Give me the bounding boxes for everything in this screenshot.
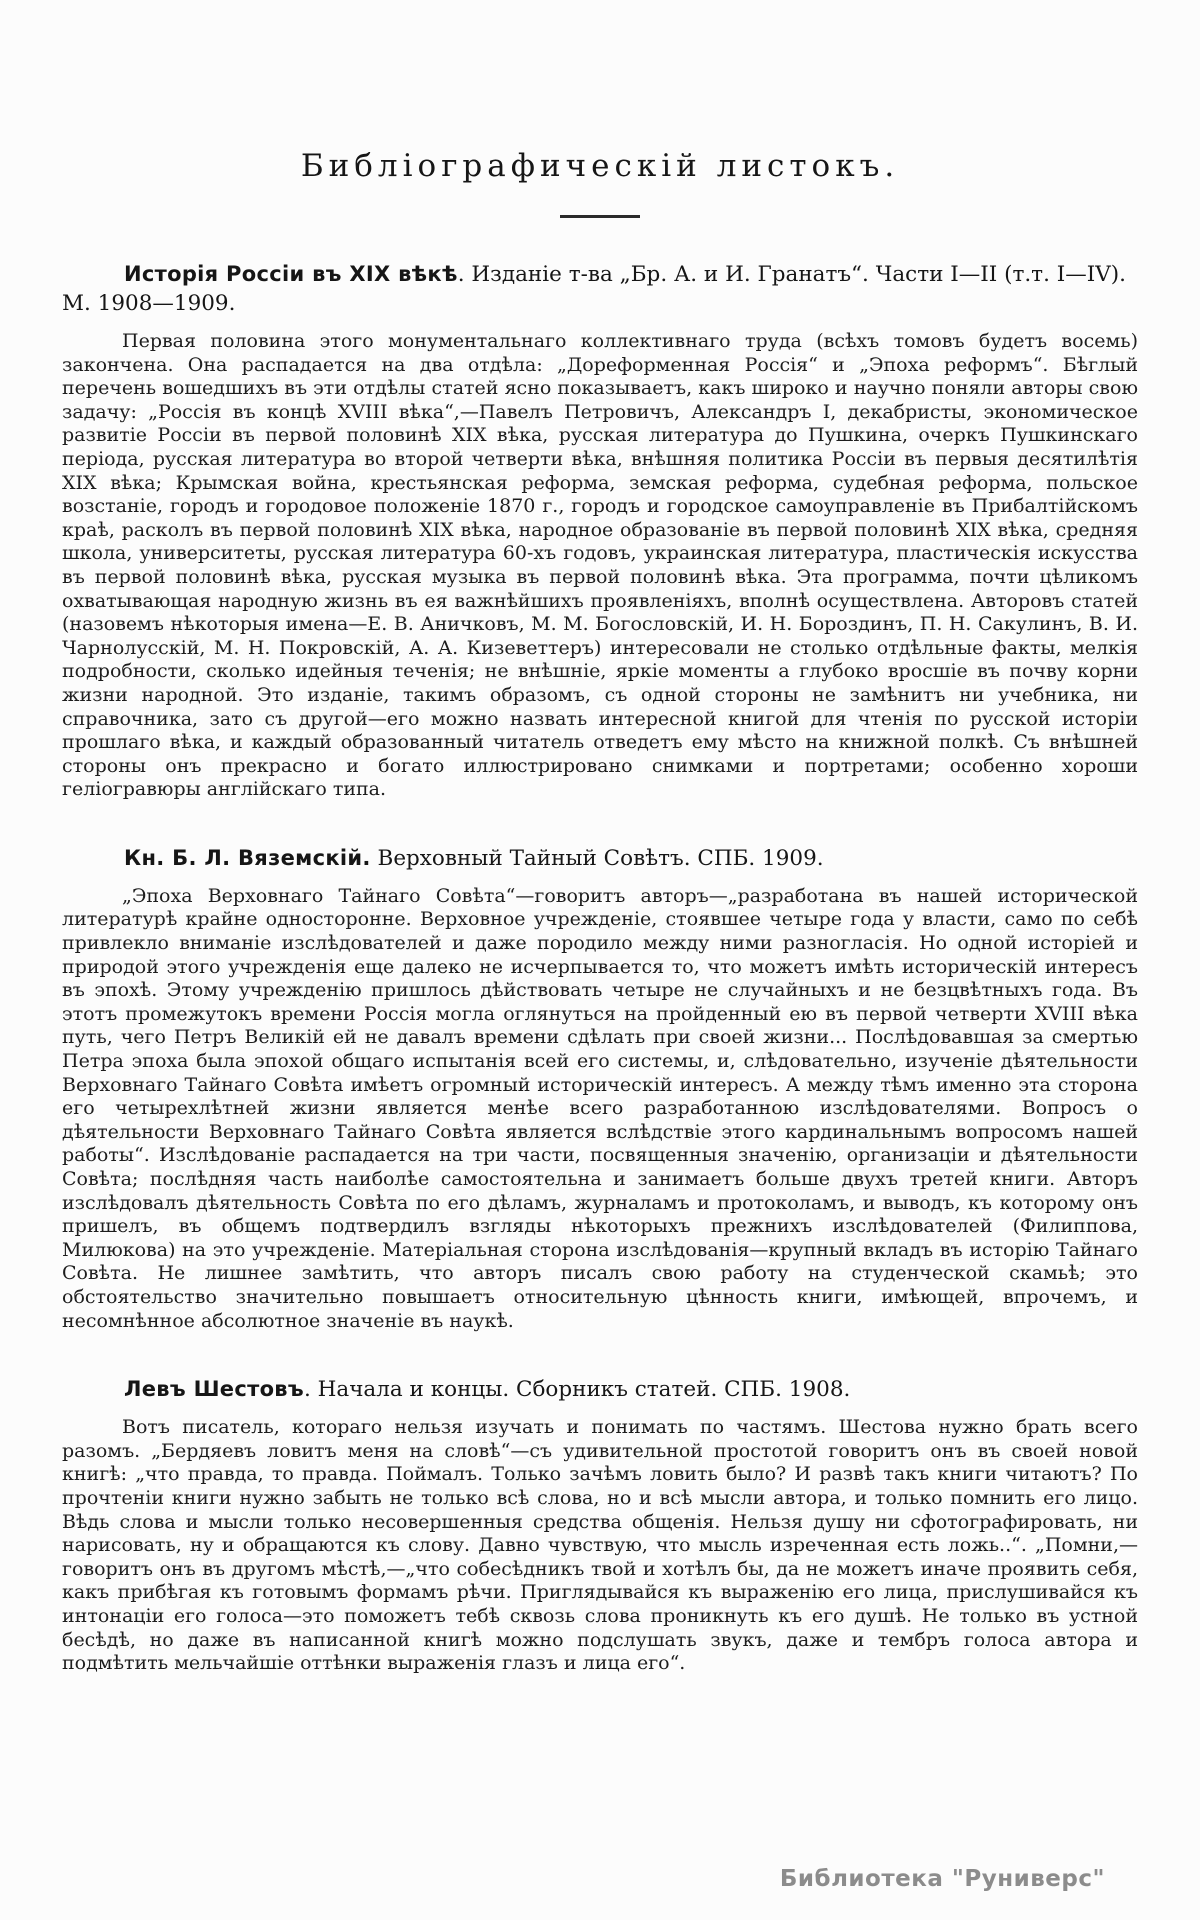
entry-heading-imprint: Верховный Тайный Совѣтъ. СПБ. 1909.	[370, 845, 824, 871]
bibliography-entry-vyazemsky	[62, 844, 1138, 1333]
entry-review-text: Вотъ писатель, котораго нельзя изучать и понимать по частямъ. Шестова нужно брать всего разомъ. „Бердяевъ ловитъ меня на словѣ“—съ удивительной простотой говоритъ онъ въ своей новой книгѣ: „что правда, то правда. Поймалъ. Только зачѣмъ ловить было? И развѣ такъ книги читаютъ? По прочтеніи книги нужно забыть не только всѣ слова, но и всѣ мысли автора, и только помнить его лицо. Вѣдь слова и мысли только несовершенныя средства общенія. Нельзя душу ни сфотографировать, ни нарисовать, ну и обращаются къ слову. Давно чувствую, что мысль изреченная есть ложь..“. „Помни,—говоритъ онъ въ другомъ мѣстѣ,—„что собесѣдникъ твой и хотѣлъ бы, да не можетъ иначе проявить себя, какъ прибѣгая къ готовымъ формамъ рѣчи. Приглядывайся къ выраженію его лица, прислушивайся къ интонаціи его голоса—это поможетъ тебѣ сквозь слова проникнуть къ его душѣ. Не только въ устной бесѣдѣ, но даже въ написанной книгѣ можно подслушать звукъ, даже и тембръ голоса автора и подмѣтить мельчайшіе оттѣнки выраженія глазъ и лица его“.	[62, 1416, 1138, 1675]
entry-heading	[62, 844, 1138, 873]
bibliography-entry-granat	[62, 260, 1138, 802]
entry-heading-title: Кн. Б. Л. Вяземскій.	[124, 845, 371, 870]
entry-heading	[62, 260, 1138, 318]
entry-heading-title: Левъ Шестовъ	[124, 1377, 304, 1402]
page-title: Библіографическій листокъ.	[300, 148, 900, 184]
title-divider-rule	[560, 215, 640, 218]
entry-heading-imprint: . Изданіе т-ва „Бр. А. и И. Гранатъ“. Части I—II (т.т. I—IV). М. 1908—1909.	[62, 262, 1126, 316]
entry-heading-imprint: . Начала и концы. Сборникъ статей. СПБ. 1908.	[303, 1377, 851, 1403]
entry-heading	[62, 1375, 1138, 1404]
bibliography-entry-shestov	[62, 1375, 1138, 1676]
entry-review-text: Первая половина этого монументальнаго коллективнаго труда (всѣхъ томовъ будетъ восемь) закончена. Она распадается на два отдѣла: „Дореформенная Россія“ и „Эпоха реформъ“. Бѣглый перечень вошедшихъ въ эти отдѣлы статей ясно показываетъ, какъ широко и научно поняли авторы свою задачу: „Россія въ концѣ XVIII вѣка“,—Павелъ Петровичъ, Александръ I, декабристы, экономическое развитіе Россіи въ первой половинѣ XIX вѣка, русская литература до Пушкина, очеркъ Пушкинскаго періода, русская литература во второй четверти вѣка, внѣшняя политика Россіи въ первыя десятилѣтія XIX вѣка; Крымская война, крестьянская реформа, земская реформа, судебная реформа, польское возстаніе, городъ и городовое положеніе 1870 г., городъ и городское самоуправленіе въ Прибалтійскомъ краѣ, расколъ въ первой половинѣ XIX вѣка, народное образованіе въ первой половинѣ XIX вѣка, средняя школа, университеты, русская литература 60-хъ годовъ, украинская литература, пластическія искусства въ первой половинѣ вѣка, русская музыка въ первой половинѣ вѣка. Эта программа, почти цѣликомъ охватывающая народную жизнь въ ея важнѣйшихъ проявленіяхъ, вполнѣ осуществлена. Авторовъ статей (назовемъ нѣкоторыя имена—Е. В. Аничковъ, М. М. Богословскій, И. Н. Бороздинъ, П. Н. Сакулинъ, В. И. Чарнолусскій, М. Н. Покровскій, А. А. Кизеветтеръ) интересовали не столько отдѣльные факты, мелкія подробности, сколько идейныя теченія; не внѣшніе, яркіе моменты а глубоко вросшіе въ почву корни жизни народной. Это изданіе, такимъ образомъ, съ одной стороны не замѣнитъ ни учебника, ни справочника, зато съ другой—его можно назвать интересной книгой для чтенія по русской исторіи прошлаго вѣка, и каждый образованный читатель отведетъ ему мѣсто на книжной полкѣ. Съ внѣшней стороны онъ прекрасно и богато иллюстрировано снимками и портретами; особенно хороши геліогравюры англійскаго типа.	[62, 330, 1138, 801]
entry-review-text: „Эпоха Верховнаго Тайнаго Совѣта“—говоритъ авторъ—„разработана въ нашей исторической литературѣ крайне односторонне. Верховное учрежденіе, стоявшее четыре года у власти, само по себѣ привлекло вниманіе изслѣдователей и даже породило между ними разногласія. Но одной исторіей и природой этого учрежденія еще далеко не исчерпывается то, что можетъ имѣть историческій интересъ въ эпохѣ. Этому учрежденію пришлось дѣйствовать четыре не случайныхъ и не безцвѣтныхъ года. Въ этотъ промежутокъ времени Россія могла оглянуться на пройденный ею въ первой четверти XVIII вѣка путь, чего Петръ Великій ей не давалъ времени сдѣлать при своей жизни... Послѣдовавшая за смертью Петра эпоха была эпохой общаго испытанія всей его системы, и, слѣдовательно, изученіе дѣятельности Верховнаго Тайнаго Совѣта имѣетъ огромный историческій интересъ. А между тѣмъ именно эта сторона его четырехлѣтней жизни является менѣе всего разработанною изслѣдователями. Вопросъ о дѣятельности Верховнаго Тайнаго Совѣта является вслѣдствіе этого кардинальнымъ вопросомъ нашей работы“. Изслѣдованіе распадается на три части, посвященныя значенію, организаціи и дѣятельности Совѣта; послѣдняя часть наиболѣе самостоятельна и занимаетъ больше двухъ третей книги. Авторъ изслѣдовалъ дѣятельность Совѣта по его дѣламъ, журналамъ и протоколамъ, и выводъ, къ которому онъ пришелъ, въ общемъ подтвердилъ взгляды нѣкоторыхъ прежнихъ изслѣдователей (Филиппова, Милюкова) на это учрежденіе. Матеріальная сторона изслѣдованія—крупный вкладъ въ исторію Тайнаго Совѣта. Не лишнее замѣтить, что авторъ писалъ свою работу на студенческой скамьѣ; это обстоятельство значительно повышаетъ относительную цѣнность книги, имѣющей, впрочемъ, и несомнѣнное абсолютное значеніе въ наукѣ.	[62, 884, 1138, 1332]
library-watermark: Библиотека "Руниверс"	[779, 1866, 1105, 1892]
entry-heading-title: Исторія Россіи въ XIX вѣкѣ	[124, 262, 458, 286]
